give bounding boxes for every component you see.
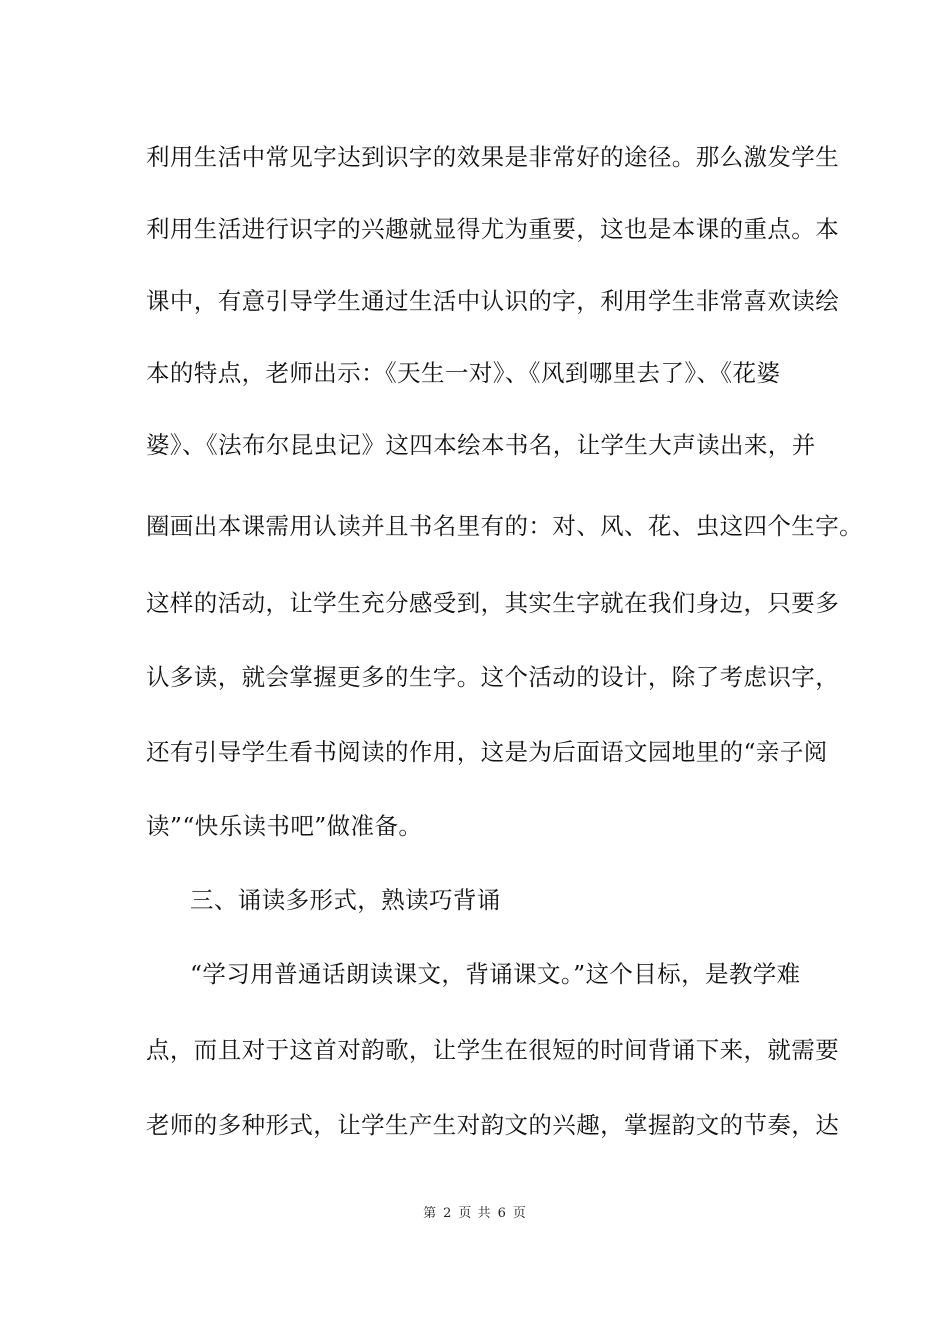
body-line: 读”“快乐读书吧”做准备。 <box>146 812 423 840</box>
body-line: 婆》、《法布尔昆虫记》这四本绘本书名，让学生大声读出来，并 <box>146 431 816 459</box>
body-line: “学习用普通话朗读课文，背诵课文。”这个目标，是教学难 <box>190 960 801 988</box>
footer-suffix: 页 <box>512 1206 527 1221</box>
body-line: 本的特点，老师出示：《天生一对》、《风到哪里去了》、《花婆 <box>146 359 781 387</box>
body-line: 认多读，就会掌握更多的生字。这个活动的设计，除了考虑识字， <box>146 663 840 691</box>
body-line: 利用生活中常见字达到识字的效果是非常好的途径。那么激发学生 <box>146 143 840 171</box>
body-line: 利用生活进行识字的兴趣就显得尤为重要，这也是本课的重点。本 <box>146 215 840 243</box>
footer-prefix: 第 <box>423 1206 438 1221</box>
footer-middle: 页 共 <box>458 1206 492 1221</box>
body-line: 圈画出本课需用认读并且书名里有的：对、风、花、虫这四个生字。 <box>146 512 863 540</box>
footer-page-number: 2 <box>443 1206 453 1221</box>
body-line: 老师的多种形式，让学生产生对韵文的兴趣，掌握韵文的节奏，达 <box>146 1111 840 1139</box>
body-line: 点，而且对于这首对韵歌，让学生在很短的时间背诵下来，就需要 <box>146 1036 840 1064</box>
body-line: 这样的活动，让学生充分感受到，其实生字就在我们身边，只要多 <box>146 589 840 617</box>
page-footer <box>0 1204 950 1224</box>
section-heading: 三、诵读多形式，熟读巧背诵 <box>190 886 501 914</box>
body-line: 还有引导学生看书阅读的作用，这是为后面语文园地里的“亲子阅 <box>146 738 828 766</box>
footer-total-pages: 6 <box>497 1206 507 1221</box>
body-line: 课中，有意引导学生通过生活中认识的字，利用学生非常喜欢读绘 <box>146 287 840 315</box>
